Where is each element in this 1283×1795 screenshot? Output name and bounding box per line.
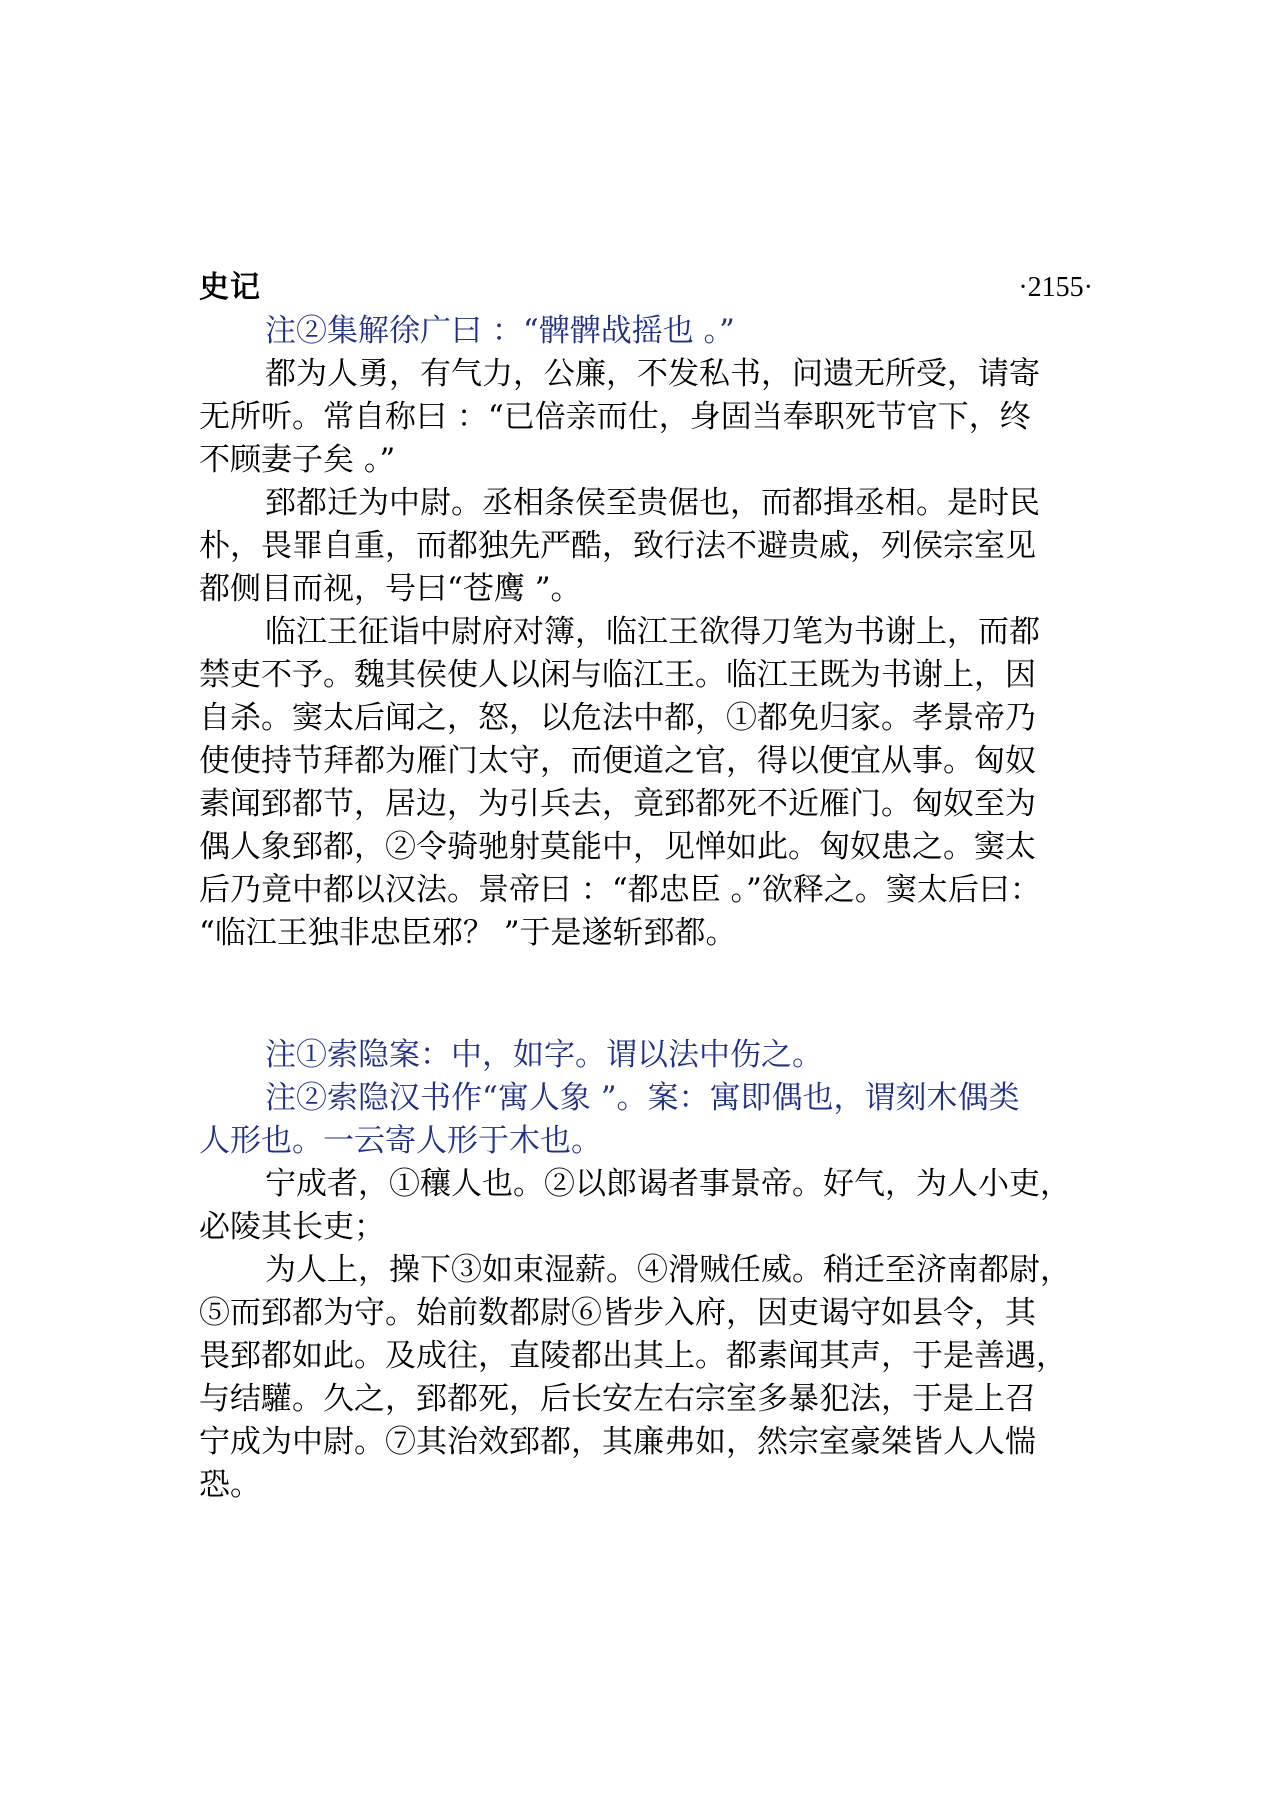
book-title: 史记 bbox=[199, 270, 261, 305]
paragraph-line: 偶人象郅都，②令骑驰射莫能中，见惮如此。匈奴患之。窦太 bbox=[199, 829, 1036, 865]
paragraph-line: 临江王征诣中尉府对簿，临江王欲得刀笔为书谢上，而都 bbox=[265, 614, 1040, 650]
paragraph-line: 宁成者，①穰人也。②以郎谒者事景帝。好气，为人小吏， bbox=[265, 1166, 1071, 1202]
page-number: ·2155· bbox=[1018, 272, 1093, 303]
paragraph-line: 为人上，操下③如束湿薪。④滑贼任威。稍迁至济南都尉， bbox=[265, 1252, 1071, 1288]
annotation-line: 注①索隐案：中，如字。谓以法中伤之。 bbox=[265, 1037, 823, 1073]
paragraph-line: 使使持节拜都为雁门太守，而便道之官，得以便宜从事。匈奴 bbox=[199, 743, 1036, 779]
paragraph-line: 都侧目而视，号曰“苍鹰 ”。 bbox=[199, 571, 582, 607]
paragraph-line: 必陵其长吏； bbox=[199, 1209, 385, 1245]
paragraph-line: 禁吏不予。魏其侯使人以闲与临江王。临江王既为书谢上，因 bbox=[199, 657, 1036, 693]
paragraph-line: 无所听。常自称曰 ：“已倍亲而仕，身固当奉职死节官下，终 bbox=[199, 399, 1031, 435]
paragraph-line: 不顾妻子矣 。” bbox=[199, 442, 396, 478]
annotation-line: 注②集解徐广曰 ：“髀髀战摇也 。” bbox=[265, 313, 735, 349]
annotation-line: 注②索隐汉书作“寓人象 ”。案：寓即偶也，谓刻木偶类 bbox=[265, 1080, 1020, 1116]
paragraph-line: 宁成为中尉。⑦其治效郅都，其廉弗如，然宗室豪桀皆人人惴 bbox=[199, 1424, 1036, 1460]
annotation-line: 人形也。一云寄人形于木也。 bbox=[199, 1123, 602, 1159]
paragraph-line: 朴，畏罪自重，而都独先严酷，致行法不避贵戚，列侯宗室见 bbox=[199, 528, 1036, 564]
paragraph-line: 都为人勇，有气力，公廉，不发私书，问遗无所受，请寄 bbox=[265, 356, 1040, 392]
paragraph-line: ⑤而郅都为守。始前数都尉⑥皆步入府，因吏谒守如县令，其 bbox=[199, 1295, 1036, 1331]
text-block-2 bbox=[199, 1034, 1094, 1507]
paragraph-line: 与结驩。久之，郅都死，后长安左右宗室多暴犯法，于是上召 bbox=[199, 1381, 1036, 1417]
paragraph-line: “临江王独非忠臣邪？ ”于是遂斩郅都。 bbox=[199, 915, 737, 951]
paragraph-line: 恐。 bbox=[199, 1467, 261, 1503]
paragraph-line: 畏郅都如此。及成往，直陵都出其上。都素闻其声，于是善遇， bbox=[199, 1338, 1067, 1374]
text-block-1 bbox=[199, 310, 1094, 955]
paragraph-line: 素闻郅都节，居边，为引兵去，竟郅都死不近雁门。匈奴至为 bbox=[199, 786, 1036, 822]
paragraph-line: 自杀。窦太后闻之，怒，以危法中都，①都免归家。孝景帝乃 bbox=[199, 700, 1036, 736]
paragraph-line: 郅都迁为中尉。丞相条侯至贵倨也，而都揖丞相。是时民 bbox=[265, 485, 1040, 521]
paragraph-line: 后乃竟中都以汉法。景帝曰 ：“都忠臣 。”欲释之。窦太后曰： bbox=[199, 872, 1041, 908]
